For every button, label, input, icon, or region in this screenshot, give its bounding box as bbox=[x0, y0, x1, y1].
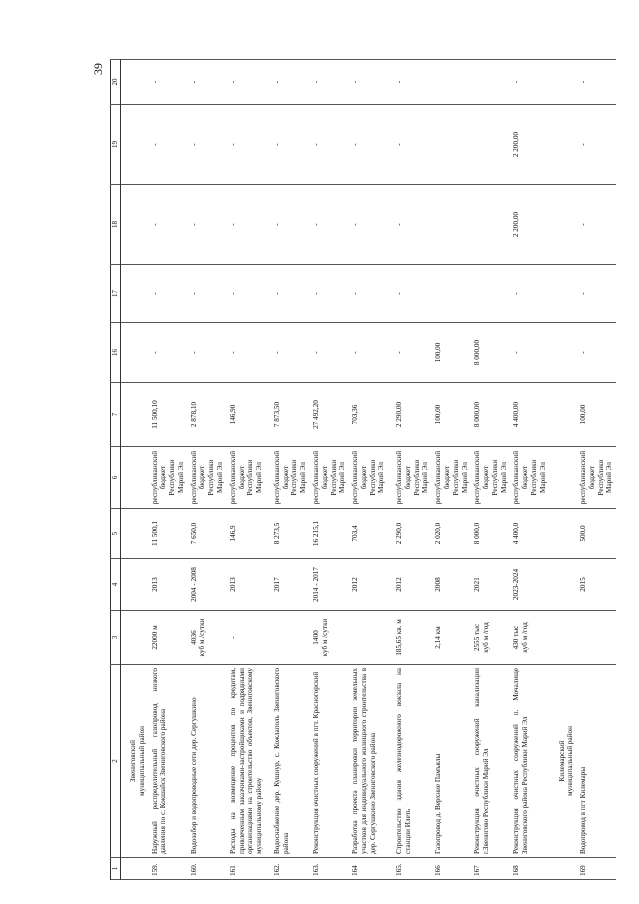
years-cell: 2023-2024 bbox=[510, 559, 549, 611]
table-row bbox=[149, 60, 188, 880]
capacity-cell: 1400 куб м /сутки bbox=[310, 611, 349, 665]
table-row bbox=[310, 60, 349, 880]
empty-cell bbox=[121, 559, 149, 611]
section-row bbox=[550, 60, 578, 880]
empty-cell bbox=[121, 323, 149, 383]
empty-cell bbox=[550, 265, 578, 323]
row-number-cell: 163. bbox=[310, 858, 349, 880]
row-number-cell: 169 bbox=[577, 858, 616, 880]
empty-cell bbox=[121, 105, 149, 185]
section-row bbox=[121, 60, 149, 880]
empty-cell bbox=[550, 509, 578, 559]
amount-col-20-cell: - bbox=[188, 60, 227, 105]
capacity-cell: 185,65 кв. м bbox=[393, 611, 432, 665]
column-header: 19 bbox=[111, 105, 121, 185]
funding-source-cell: республиканский бюджет Республики Марий Эл bbox=[271, 447, 310, 509]
empty-cell bbox=[550, 185, 578, 265]
estimated-cost-cell: 8 273,5 bbox=[271, 509, 310, 559]
estimated-cost-cell: 703,4 bbox=[349, 509, 393, 559]
amount-col-18-cell: - bbox=[149, 185, 188, 265]
estimated-cost-cell: 2 020,0 bbox=[432, 509, 471, 559]
funding-source-cell: республиканский бюджет Республики Марий Эл bbox=[349, 447, 393, 509]
column-header: 2 bbox=[111, 665, 121, 858]
table-body bbox=[111, 60, 617, 880]
amount-col-16-cell: - bbox=[310, 323, 349, 383]
amount-col-19-cell: - bbox=[349, 105, 393, 185]
table-row bbox=[349, 60, 393, 880]
empty-cell bbox=[121, 611, 149, 665]
object-name-cell: Водозабор и водопроводные сети дер. Сергушкино bbox=[188, 665, 227, 858]
amount-col-17-cell: - bbox=[271, 265, 310, 323]
amount-col-18-cell: 2 200,00 bbox=[510, 185, 549, 265]
table-row bbox=[471, 60, 510, 880]
amount-col-7-cell: 27 492,20 bbox=[310, 383, 349, 447]
amount-col-16-cell: 8 000,00 bbox=[471, 323, 510, 383]
row-number-cell: 159. bbox=[149, 858, 188, 880]
amount-col-19-cell bbox=[432, 105, 471, 185]
amount-col-16-cell: - bbox=[393, 323, 432, 383]
empty-cell bbox=[550, 559, 578, 611]
amount-col-17-cell: - bbox=[149, 265, 188, 323]
amount-col-17-cell: - bbox=[577, 265, 616, 323]
row-number-cell: 167 bbox=[471, 858, 510, 880]
amount-col-7-cell: 4 400,00 bbox=[510, 383, 549, 447]
table-row bbox=[227, 60, 271, 880]
estimated-cost-cell: 8 000,0 bbox=[471, 509, 510, 559]
amount-col-19-cell: - bbox=[149, 105, 188, 185]
capacity-cell bbox=[349, 611, 393, 665]
amount-col-18-cell: - bbox=[393, 185, 432, 265]
amount-col-17-cell: - bbox=[227, 265, 271, 323]
estimated-cost-cell: 2 290,0 bbox=[393, 509, 432, 559]
section-title: Звениговский муниципальный район bbox=[121, 665, 149, 858]
amount-col-17-cell: - bbox=[393, 265, 432, 323]
years-cell: 2008 bbox=[432, 559, 471, 611]
row-number-cell: 164 bbox=[349, 858, 393, 880]
empty-cell bbox=[550, 611, 578, 665]
empty-cell bbox=[550, 60, 578, 105]
amount-col-20-cell: - bbox=[349, 60, 393, 105]
amount-col-19-cell: - bbox=[271, 105, 310, 185]
amount-col-19-cell: - bbox=[577, 105, 616, 185]
amount-col-18-cell: - bbox=[310, 185, 349, 265]
empty-cell bbox=[121, 185, 149, 265]
column-header: 17 bbox=[111, 265, 121, 323]
table-row bbox=[271, 60, 310, 880]
funding-source-cell: республиканский бюджет Республики Марий Эл bbox=[577, 447, 616, 509]
object-name-cell: Реконструкция очистных сооружений канализации г.Звенигово Республики Марий Эл bbox=[471, 665, 510, 858]
empty-cell bbox=[550, 105, 578, 185]
object-name-cell: Газопровод д. Верхние Памъялы bbox=[432, 665, 471, 858]
object-name-cell: Водоснабжение дер. Кушнур, с. Кожлаполь Звениговского района bbox=[271, 665, 310, 858]
amount-col-19-cell: - bbox=[310, 105, 349, 185]
column-header: 4 bbox=[111, 559, 121, 611]
column-header: 7 bbox=[111, 383, 121, 447]
estimated-cost-cell: 500,0 bbox=[577, 509, 616, 559]
years-cell: 2012 bbox=[393, 559, 432, 611]
empty-cell bbox=[550, 858, 578, 880]
empty-cell bbox=[121, 858, 149, 880]
investment-table bbox=[110, 59, 616, 880]
table-row bbox=[510, 60, 549, 880]
amount-col-18-cell: - bbox=[188, 185, 227, 265]
amount-col-7-cell: 100,00 bbox=[432, 383, 471, 447]
amount-col-17-cell: - bbox=[310, 265, 349, 323]
amount-col-17-cell bbox=[432, 265, 471, 323]
amount-col-18-cell: - bbox=[349, 185, 393, 265]
amount-col-7-cell: 7 873,50 bbox=[271, 383, 310, 447]
amount-col-16-cell: - bbox=[577, 323, 616, 383]
amount-col-17-cell: - bbox=[349, 265, 393, 323]
amount-col-7-cell: 703,36 bbox=[349, 383, 393, 447]
years-cell: 2012 bbox=[349, 559, 393, 611]
column-header: 20 bbox=[111, 60, 121, 105]
empty-cell bbox=[550, 383, 578, 447]
rotated-table-sheet bbox=[110, 60, 630, 880]
estimated-cost-cell: 146,9 bbox=[227, 509, 271, 559]
years-cell: 2014 - 2017 bbox=[310, 559, 349, 611]
header-row bbox=[111, 60, 121, 880]
object-name-cell: Разработка проекта планировки территории земельных участков для индивидуального жилищного строительства в дер. Сергушкино Звениговского района bbox=[349, 665, 393, 858]
section-title: Килемарский муниципальный район bbox=[550, 665, 578, 858]
row-number-cell: 161 bbox=[227, 858, 271, 880]
funding-source-cell: республиканский бюджет Республики Марий Эл bbox=[149, 447, 188, 509]
object-name-cell: Строительство здания железнодорожного вокзала на станции Илеть bbox=[393, 665, 432, 858]
column-header: 3 bbox=[111, 611, 121, 665]
row-number-cell: 160. bbox=[188, 858, 227, 880]
funding-source-cell: республиканский бюджет Республики Марий Эл bbox=[310, 447, 349, 509]
table-row bbox=[188, 60, 227, 880]
object-name-cell: Водопровод в пгт Килемары bbox=[577, 665, 616, 858]
amount-col-18-cell: - bbox=[271, 185, 310, 265]
years-cell: 2021 bbox=[471, 559, 510, 611]
capacity-cell: - bbox=[227, 611, 271, 665]
amount-col-16-cell: 100,00 bbox=[432, 323, 471, 383]
amount-col-17-cell bbox=[471, 265, 510, 323]
object-name-cell: Реконструкция очистных сооружений в пгт. Красногорский bbox=[310, 665, 349, 858]
years-cell: 2013 bbox=[227, 559, 271, 611]
amount-col-19-cell bbox=[471, 105, 510, 185]
object-name-cell: Расходы на возмещение процентов по кредитам, привлеченным заказчиками-застройщиками и подрядными организациями на строительство объектов, Звениговскому муниципальному району bbox=[227, 665, 271, 858]
amount-col-20-cell: - bbox=[227, 60, 271, 105]
funding-source-cell: республиканский бюджет Республики Марий Эл bbox=[227, 447, 271, 509]
column-header: 5 bbox=[111, 509, 121, 559]
table-row bbox=[577, 60, 616, 880]
empty-cell bbox=[121, 265, 149, 323]
amount-col-16-cell: - bbox=[510, 323, 549, 383]
amount-col-20-cell: - bbox=[149, 60, 188, 105]
amount-col-16-cell: - bbox=[271, 323, 310, 383]
amount-col-7-cell: 11 500,10 bbox=[149, 383, 188, 447]
amount-col-20-cell: - bbox=[271, 60, 310, 105]
empty-cell bbox=[121, 509, 149, 559]
empty-cell bbox=[550, 323, 578, 383]
amount-col-7-cell: 8 000,00 bbox=[471, 383, 510, 447]
amount-col-18-cell: - bbox=[227, 185, 271, 265]
column-header: 18 bbox=[111, 185, 121, 265]
empty-cell bbox=[121, 60, 149, 105]
column-header: 16 bbox=[111, 323, 121, 383]
capacity-cell: 430 тыс куб м /год bbox=[510, 611, 549, 665]
amount-col-19-cell: - bbox=[393, 105, 432, 185]
amount-col-19-cell: - bbox=[188, 105, 227, 185]
amount-col-20-cell bbox=[471, 60, 510, 105]
amount-col-20-cell: - bbox=[310, 60, 349, 105]
capacity-cell bbox=[271, 611, 310, 665]
amount-col-16-cell: - bbox=[349, 323, 393, 383]
estimated-cost-cell: 4 400,0 bbox=[510, 509, 549, 559]
object-name-cell: Наружный распределительный газопровод низкого давления по с. Кокшайск Звениговского района bbox=[149, 665, 188, 858]
column-header: 1 bbox=[111, 858, 121, 880]
funding-source-cell: республиканский бюджет Республики Марий Эл bbox=[188, 447, 227, 509]
years-cell: 2017 bbox=[271, 559, 310, 611]
amount-col-7-cell: 2 290,00 bbox=[393, 383, 432, 447]
amount-col-18-cell: - bbox=[577, 185, 616, 265]
capacity-cell: 2,14 км bbox=[432, 611, 471, 665]
estimated-cost-cell: 7 650,0 bbox=[188, 509, 227, 559]
empty-cell bbox=[121, 447, 149, 509]
row-number-cell: 166 bbox=[432, 858, 471, 880]
funding-source-cell: республиканский бюджет Республики Марий Эл bbox=[510, 447, 549, 509]
amount-col-20-cell: - bbox=[510, 60, 549, 105]
page-number: 39 bbox=[91, 63, 105, 75]
funding-source-cell: республиканский бюджет Республики Марий Эл bbox=[432, 447, 471, 509]
amount-col-16-cell: - bbox=[149, 323, 188, 383]
amount-col-17-cell: - bbox=[510, 265, 549, 323]
funding-source-cell: республиканский бюджет Республики Марий Эл bbox=[471, 447, 510, 509]
table-row bbox=[393, 60, 432, 880]
amount-col-17-cell: - bbox=[188, 265, 227, 323]
funding-source-cell: республиканский бюджет Республики Марий Эл bbox=[393, 447, 432, 509]
amount-col-19-cell: 2 200,00 bbox=[510, 105, 549, 185]
capacity-cell: 4036 куб м /сутки bbox=[188, 611, 227, 665]
estimated-cost-cell: 16 215,1 bbox=[310, 509, 349, 559]
amount-col-18-cell bbox=[432, 185, 471, 265]
amount-col-7-cell: 146,90 bbox=[227, 383, 271, 447]
amount-col-16-cell: - bbox=[188, 323, 227, 383]
empty-cell bbox=[121, 383, 149, 447]
object-name-cell: Реконструкция очистных сооружений п. Мочалище Звениговского района Республики Марий Эл bbox=[510, 665, 549, 858]
row-number-cell: 165. bbox=[393, 858, 432, 880]
amount-col-18-cell bbox=[471, 185, 510, 265]
table-row bbox=[432, 60, 471, 880]
amount-col-20-cell: - bbox=[577, 60, 616, 105]
years-cell: 2004 - 2008 bbox=[188, 559, 227, 611]
estimated-cost-cell: 11 500,1 bbox=[149, 509, 188, 559]
capacity-cell: 22000 м bbox=[149, 611, 188, 665]
capacity-cell: 2555 тыс куб м /год bbox=[471, 611, 510, 665]
amount-col-7-cell: 100,00 bbox=[577, 383, 616, 447]
amount-col-20-cell: - bbox=[393, 60, 432, 105]
amount-col-19-cell: - bbox=[227, 105, 271, 185]
amount-col-20-cell bbox=[432, 60, 471, 105]
amount-col-7-cell: 2 878,10 bbox=[188, 383, 227, 447]
capacity-cell bbox=[577, 611, 616, 665]
row-number-cell: 168 bbox=[510, 858, 549, 880]
row-number-cell: 162. bbox=[271, 858, 310, 880]
empty-cell bbox=[550, 447, 578, 509]
column-header: 6 bbox=[111, 447, 121, 509]
years-cell: 2013 bbox=[149, 559, 188, 611]
amount-col-16-cell: - bbox=[227, 323, 271, 383]
years-cell: 2015 bbox=[577, 559, 616, 611]
